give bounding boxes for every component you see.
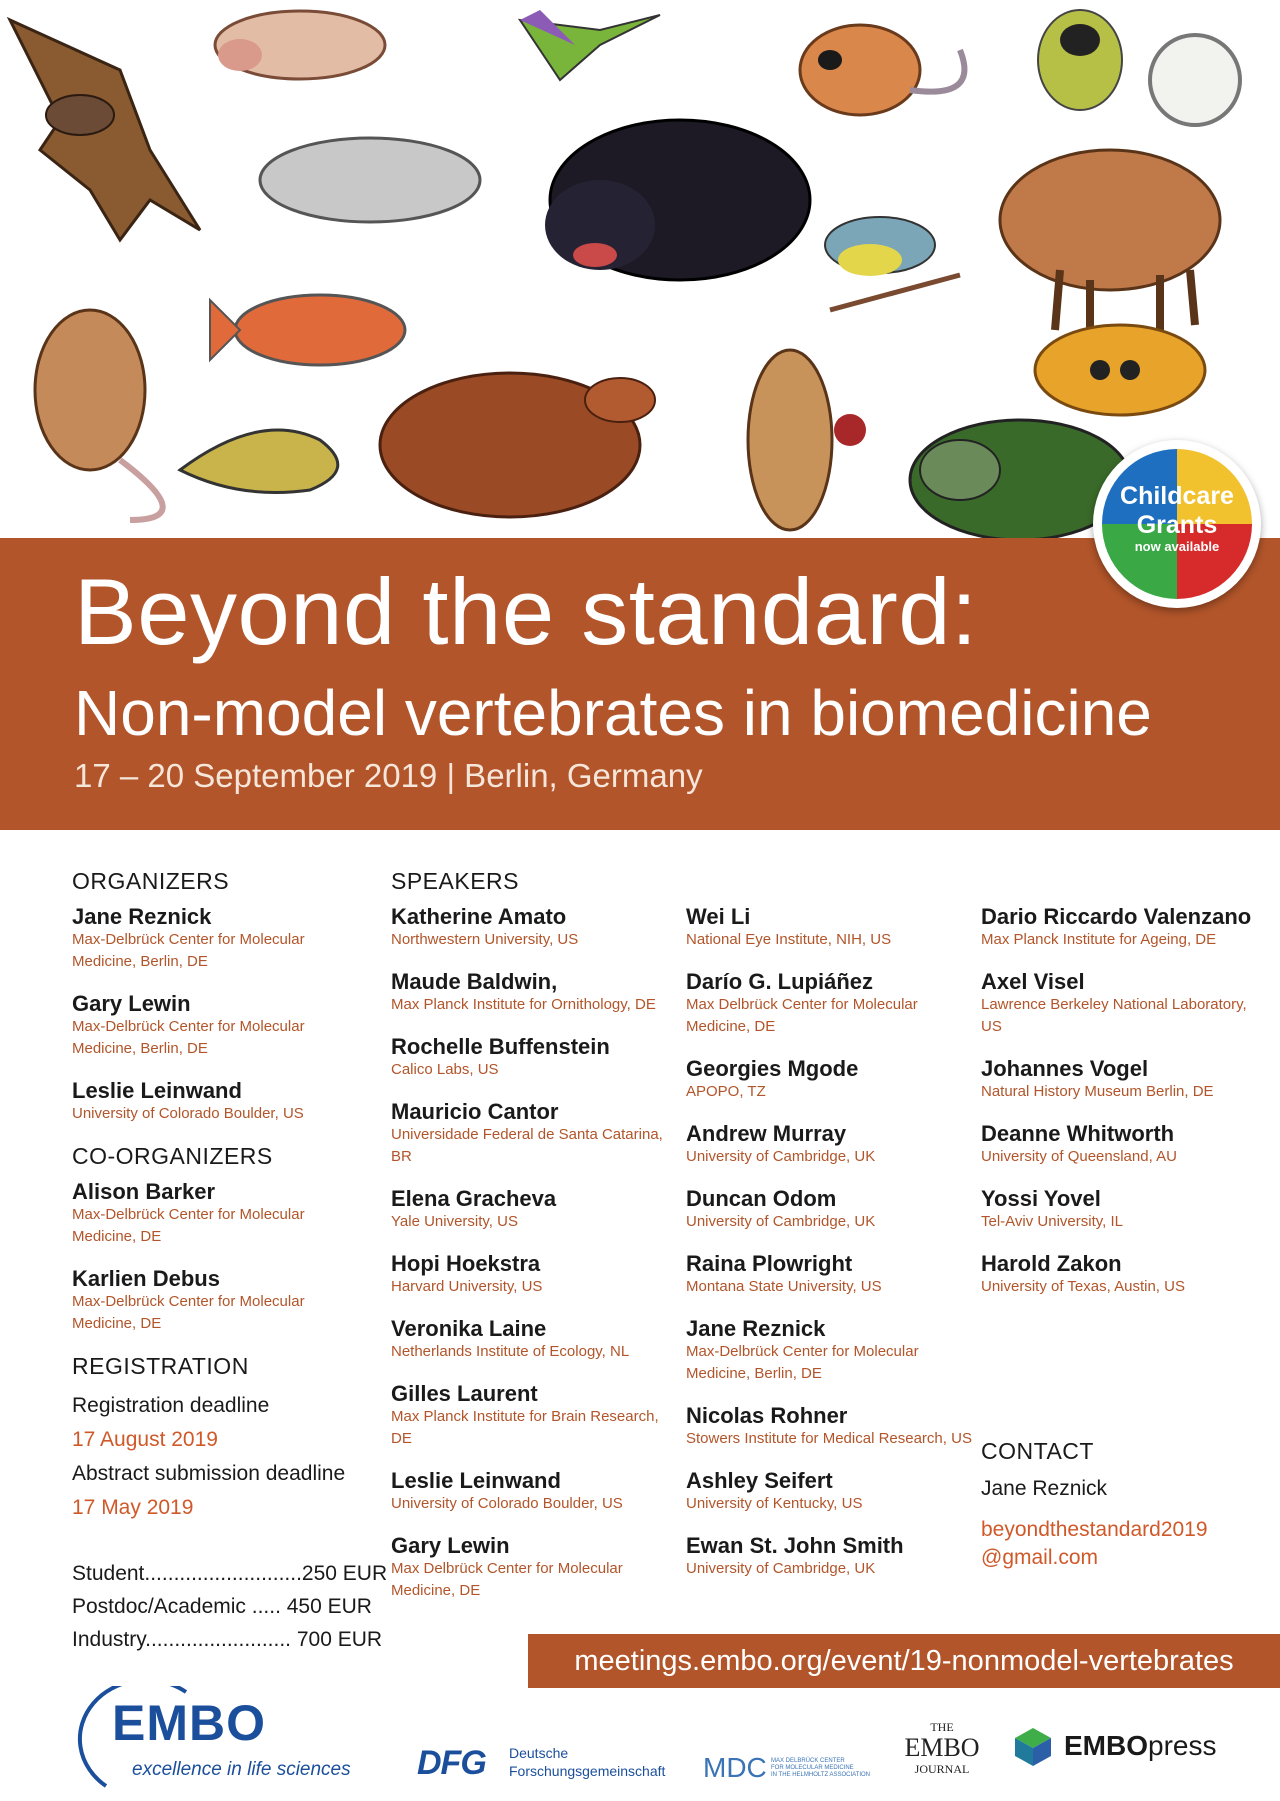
speaker [686, 969, 976, 1038]
embo-press-rest: press [1148, 1730, 1217, 1761]
person-name: Jane Reznick [72, 904, 212, 929]
person-affiliation: University of Cambridge, UK [686, 1560, 876, 1577]
person-name: Harold Zakon [981, 1251, 1122, 1276]
person-name: Leslie Leinwand [391, 1468, 561, 1493]
squirrel-icon [748, 350, 866, 530]
person-name: Ashley Seifert [686, 1468, 833, 1493]
mdc-line-3: IN THE HELMHOLTZ ASSOCIATION [771, 1772, 871, 1778]
event-dateline: 17 – 20 September 2019 | Berlin, Germany [74, 757, 703, 794]
coorganizer [72, 1179, 372, 1248]
person-affiliation: Northwestern University, US [391, 931, 579, 948]
speaker [391, 1251, 681, 1298]
mdc-line-2: FOR MOLECULAR MEDICINE [771, 1765, 854, 1771]
speaker [981, 904, 1271, 951]
ej-line-3: JOURNAL [914, 1762, 970, 1776]
badge-line-1: Childcare [1120, 482, 1234, 510]
bat-icon [10, 20, 200, 240]
speaker [981, 1251, 1271, 1298]
event-url-link[interactable]: meetings.embo.org/event/19-nonmodel-vertebrates [528, 1634, 1280, 1688]
person-affiliation: Max-Delbrück Center for Molecular Medicine, Berlin, DE [72, 931, 305, 970]
contact-name: Jane Reznick [981, 1477, 1108, 1500]
person-name: Gilles Laurent [391, 1381, 538, 1406]
embo-press-logo[interactable] [1012, 1726, 1217, 1766]
person-affiliation: University of Texas, Austin, US [981, 1278, 1185, 1295]
organizer [72, 991, 372, 1060]
mdc-line-1: MAX DELBRÜCK CENTER [771, 1758, 845, 1764]
person-name: Duncan Odom [686, 1186, 837, 1211]
ram-icon [1000, 35, 1240, 335]
dfg-line-2: Forschungsgemeinschaft [509, 1763, 666, 1779]
person-affiliation: University of Kentucky, US [686, 1495, 863, 1512]
registration-heading: REGISTRATION [72, 1353, 249, 1379]
badge-title [1093, 482, 1261, 540]
person-affiliation: Yale University, US [391, 1213, 518, 1230]
speakers-heading: SPEAKERS [391, 868, 519, 894]
organizer [72, 904, 372, 973]
registration-deadline-label: Registration deadline [72, 1394, 270, 1417]
person-affiliation: Max Delbrück Center for Molecular Medicine, DE [686, 996, 918, 1035]
organizers-heading: ORGANIZERS [72, 868, 230, 894]
catfish-icon [180, 430, 338, 493]
person-name: Alison Barker [72, 1179, 216, 1204]
person-name: Katherine Amato [391, 904, 567, 929]
person-name: Gary Lewin [72, 991, 191, 1016]
dfg-mark: DFG [417, 1744, 486, 1782]
title-banner [0, 538, 1280, 830]
speaker [391, 1099, 681, 1168]
person-name: Axel Visel [981, 969, 1085, 994]
childcare-grants-badge [1093, 440, 1261, 608]
person-name: Karlien Debus [72, 1266, 220, 1291]
person-name: Rochelle Buffenstein [391, 1034, 610, 1059]
speaker [391, 1034, 681, 1081]
contact-section [981, 1438, 1271, 1572]
event-title: Beyond the standard: [74, 559, 978, 664]
embo-press-bold: EMBO [1064, 1730, 1148, 1761]
person-affiliation: Netherlands Institute of Ecology, NL [391, 1343, 630, 1360]
contact-heading: CONTACT [981, 1438, 1094, 1464]
rat-icon [35, 310, 163, 520]
mdc-mark: MDC [703, 1752, 767, 1783]
person-name: Mauricio Cantor [391, 1099, 559, 1124]
contact-email[interactable] [981, 1516, 1271, 1572]
fee-student: Student...........................250 EUR [72, 1562, 388, 1585]
person-name: Deanne Whitworth [981, 1121, 1175, 1146]
speaker [686, 1468, 976, 1515]
person-name: Elena Gracheva [391, 1186, 557, 1211]
person-affiliation: University of Colorado Boulder, US [72, 1105, 304, 1122]
speaker [686, 904, 976, 951]
speaker [686, 1251, 976, 1298]
speaker [686, 1056, 976, 1103]
speaker [391, 904, 681, 951]
whale-icon [260, 138, 480, 222]
hummingbird-icon [520, 10, 660, 80]
mdc-text [771, 1758, 871, 1779]
speaker [391, 1186, 681, 1233]
person-affiliation: Max Planck Institute for Ornithology, DE [391, 996, 656, 1013]
fee-industry: Industry......................... 700 EUR [72, 1628, 383, 1651]
person-name: Maude Baldwin, [391, 969, 558, 994]
speaker [686, 1186, 976, 1233]
mole-icon [380, 373, 655, 517]
coorganizer [72, 1266, 372, 1335]
person-affiliation: Max Delbrück Center for Molecular Medicine, DE [391, 1560, 623, 1599]
mole-rat-icon [215, 11, 385, 79]
lemur-icon [1035, 325, 1205, 415]
person-affiliation: APOPO, TZ [686, 1083, 766, 1100]
embo-press-wordmark [1064, 1730, 1216, 1762]
person-affiliation: Calico Labs, US [391, 1061, 499, 1078]
speakers-column-1 [391, 868, 681, 1620]
speaker [981, 1121, 1271, 1168]
speaker [391, 1468, 681, 1515]
speaker [391, 1316, 681, 1363]
abstract-deadline-date: 17 May 2019 [72, 1496, 194, 1519]
dfg-logo[interactable] [417, 1744, 677, 1784]
speaker [981, 1056, 1271, 1103]
person-affiliation: Max Planck Institute for Brain Research, DE [391, 1408, 659, 1447]
mouse-icon [800, 25, 964, 115]
registration-deadline-date: 17 August 2019 [72, 1428, 218, 1451]
speaker [981, 1186, 1271, 1233]
embo-wordmark: EMBO [112, 1695, 266, 1751]
animal-illustrations [0, 0, 1280, 538]
person-name: Leslie Leinwand [72, 1078, 242, 1103]
coorganizers-heading: CO-ORGANIZERS [72, 1143, 273, 1169]
person-affiliation: University of Cambridge, UK [686, 1148, 876, 1165]
contact-email-line-2[interactable]: @gmail.com [981, 1546, 1099, 1569]
speakers-column-2 [686, 904, 976, 1598]
event-subtitle: Non-model vertebrates in biomedicine [74, 677, 1152, 749]
embo-tagline: excellence in life sciences [132, 1759, 351, 1780]
person-name: Hopi Hoekstra [391, 1251, 541, 1276]
organizer [72, 1078, 372, 1125]
badge-subtitle: now available [1134, 539, 1220, 554]
ej-line-2: EMBO [904, 1733, 980, 1762]
tasmanian-devil-icon [545, 120, 810, 280]
ej-line-1: THE [930, 1720, 954, 1734]
speaker [686, 1316, 976, 1385]
person-name: Georgies Mgode [686, 1056, 859, 1081]
speaker [686, 1533, 976, 1580]
embo-journal-logo[interactable] [896, 1720, 988, 1786]
person-affiliation: Stowers Institute for Medical Research, US [686, 1430, 972, 1447]
person-affiliation: Montana State University, US [686, 1278, 882, 1295]
person-affiliation: University of Queensland, AU [981, 1148, 1177, 1165]
mdc-logo[interactable] [703, 1752, 871, 1788]
dfg-text [509, 1744, 665, 1780]
organizers-column [72, 868, 388, 1656]
person-affiliation: University of Colorado Boulder, US [391, 1495, 623, 1512]
person-name: Nicolas Rohner [686, 1403, 848, 1428]
fee-list [72, 1557, 388, 1656]
fish-icon [210, 295, 405, 365]
speaker [391, 969, 681, 1016]
person-name: Andrew Murray [686, 1121, 847, 1146]
dfg-line-1: Deutsche [509, 1745, 569, 1761]
embo-press-cube-icon [1012, 1726, 1054, 1768]
badge-line-2: Grants [1136, 511, 1218, 539]
speaker [981, 969, 1271, 1038]
person-name: Dario Riccardo Valenzano [981, 904, 1252, 929]
speaker [391, 1381, 681, 1450]
fee-postdoc: Postdoc/Academic ..... 450 EUR [72, 1595, 372, 1618]
person-name: Veronika Laine [391, 1316, 547, 1341]
person-name: Darío G. Lupiáñez [686, 969, 874, 994]
speaker [686, 1403, 976, 1450]
person-affiliation: University of Cambridge, UK [686, 1213, 876, 1230]
person-name: Gary Lewin [391, 1533, 510, 1558]
person-name: Ewan St. John Smith [686, 1533, 904, 1558]
person-affiliation: Max-Delbrück Center for Molecular Medicine, Berlin, DE [72, 1018, 305, 1057]
speakers-column-3 [981, 904, 1271, 1316]
speaker [686, 1121, 976, 1168]
monkey-icon [1038, 10, 1122, 110]
embo-logo[interactable] [76, 1686, 386, 1794]
person-affiliation: Max-Delbrück Center for Molecular Medicine, DE [72, 1293, 305, 1332]
person-name: Wei Li [686, 904, 751, 929]
contact-email-line-1[interactable]: beyondthestandard2019 [981, 1518, 1208, 1541]
speaker [391, 1533, 681, 1602]
person-affiliation: Universidade Federal de Santa Catarina, BR [391, 1126, 663, 1165]
person-affiliation: National Eye Institute, NIH, US [686, 931, 892, 948]
bird-icon [825, 217, 960, 310]
person-affiliation: Max-Delbrück Center for Molecular Medicine, Berlin, DE [686, 1343, 919, 1382]
abstract-deadline-label: Abstract submission deadline [72, 1462, 346, 1485]
person-affiliation: Tel-Aviv University, IL [981, 1213, 1123, 1230]
person-affiliation: Lawrence Berkeley National Laboratory, US [981, 996, 1247, 1035]
person-name: Raina Plowright [686, 1251, 853, 1276]
person-affiliation: Max-Delbrück Center for Molecular Medicine, DE [72, 1206, 305, 1245]
person-name: Jane Reznick [686, 1316, 826, 1341]
person-name: Johannes Vogel [981, 1056, 1149, 1081]
person-affiliation: Harvard University, US [391, 1278, 543, 1295]
person-affiliation: Max Planck Institute for Ageing, DE [981, 931, 1217, 948]
person-name: Yossi Yovel [981, 1186, 1101, 1211]
person-affiliation: Natural History Museum Berlin, DE [981, 1083, 1214, 1100]
